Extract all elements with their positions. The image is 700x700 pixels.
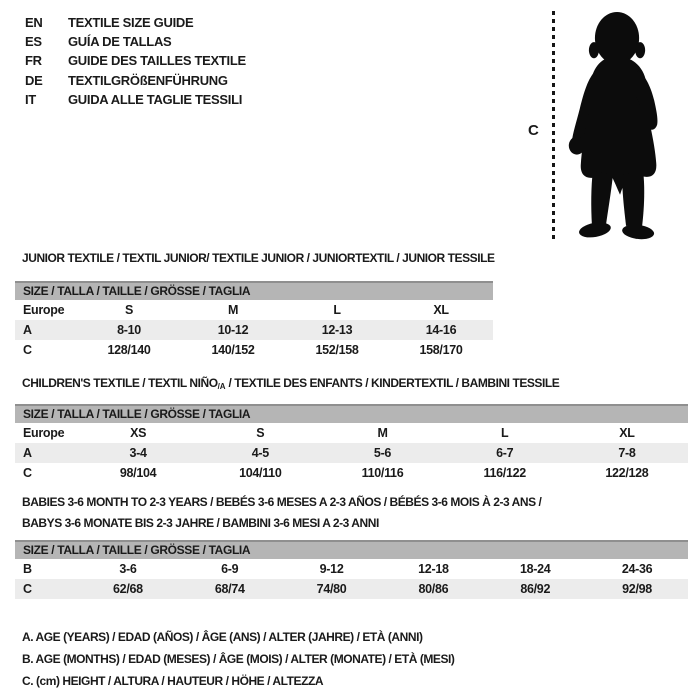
size-cell: M [377,426,388,440]
footnote-c: C. (cm) HEIGHT / ALTURA / HAUTEUR / HÖHE / ALTEZZA [22,674,324,688]
toddler-silhouette-icon [561,10,663,242]
row-label: C [23,466,32,480]
age-cell: 8-10 [117,323,141,337]
footnote-b: B. AGE (MONTHS) / EDAD (MESES) / ÂGE (MOIS) / ALTER (MONATE) / ETÀ (MESI) [22,652,455,666]
row-label: Europe [23,426,65,440]
height-cell: 62/68 [113,582,143,596]
height-cell: 128/140 [107,343,151,357]
table-row [15,320,493,340]
table-row [15,340,493,360]
size-header-label: SIZE / TALLA / TAILLE / GRÖSSE / TAGLIA [23,407,251,421]
table-title-junior: JUNIOR TEXTILE / TEXTIL JUNIOR/ TEXTILE JUNIOR / JUNIORTEXTIL / JUNIOR TESSILE [22,251,495,265]
height-cell: 140/152 [211,343,255,357]
height-cell: 86/92 [520,582,551,596]
size-header-label: SIZE / TALLA / TAILLE / GRÖSSE / TAGLIA [23,543,251,557]
age-cell: 12-18 [418,562,449,576]
language-row [25,71,246,90]
age-cell: 9-12 [319,562,344,576]
language-code: EN [25,15,43,30]
language-code: DE [25,72,43,88]
table-row [15,579,688,599]
table-title-children [22,376,559,391]
language-row [25,13,246,32]
size-cell: XS [130,426,147,440]
language-code: ES [25,34,42,50]
size-header-bar [15,540,688,559]
language-code: FR [25,53,42,69]
age-cell: 6-9 [221,562,239,576]
title-subscript: /A [217,382,226,391]
language-row [25,32,246,51]
language-row [25,51,246,70]
table-row [15,559,688,579]
title-text: / TEXTILE DES ENFANTS / KINDERTEXTIL / BAMBINI TESSILE [225,376,560,390]
row-label: Europe [23,303,65,317]
age-cell: 4-5 [251,446,269,460]
size-header-bar [15,404,688,423]
row-label: C [23,582,32,596]
size-cell: S [124,303,134,317]
table-row [15,300,493,320]
height-cell: 158/170 [419,343,463,357]
height-cell: 92/98 [622,582,652,596]
size-cell: XL [433,303,449,317]
age-cell: 24-36 [621,562,653,576]
height-cell: 104/110 [239,466,282,480]
row-label: C [23,343,32,357]
age-cell: 7-8 [618,446,636,460]
height-cell: 122/128 [605,466,649,480]
children-size-table [15,404,688,483]
age-cell: 14-16 [425,323,457,337]
size-cell: L [333,303,341,317]
table-row [15,463,688,483]
language-list [25,13,246,109]
height-cell: 68/74 [214,582,245,596]
language-label: TEXTILGRÖßENFÜHRUNG [68,72,228,88]
age-cell: 10-12 [217,323,249,337]
size-cell: S [256,426,265,440]
junior-size-table [15,281,493,360]
height-cell: 80/86 [418,582,449,596]
table-title-babies [22,492,541,533]
footnotes [22,626,454,692]
babies-size-table [15,540,688,599]
size-cell: XL [619,426,635,440]
age-cell: 6-7 [496,446,514,460]
age-cell: 3-6 [119,562,137,576]
age-cell: 12-13 [321,323,353,337]
language-row [25,90,246,109]
height-cell: 116/122 [483,466,526,480]
age-cell: 3-4 [129,446,147,460]
size-cell: L [501,426,509,440]
age-cell: 18-24 [519,562,551,576]
table-row [15,423,688,443]
height-dotted-line [552,11,555,243]
height-cell: 110/116 [361,466,404,480]
size-cell: M [227,303,239,317]
size-header-bar [15,281,493,300]
height-cell: 74/80 [316,582,347,596]
row-label: B [23,562,32,576]
height-measure-label: C [528,122,539,139]
age-cell: 5-6 [373,446,392,460]
row-label: A [23,446,32,460]
footnote-a: A. AGE (YEARS) / EDAD (AÑOS) / ÂGE (ANS) / ALTER (JAHRE) / ETÀ (ANNI) [22,630,423,644]
title-line: BABIES 3-6 MONTH TO 2-3 YEARS / BEBÉS 3-6 MESES A 2-3 AÑOS / BÉBÉS 3-6 MOIS À 2-3 ANS / [22,495,542,509]
size-header-label: SIZE / TALLA / TAILLE / GRÖSSE / TAGLIA [23,284,251,298]
language-label: GUIDE DES TAILLES TEXTILE [68,53,246,69]
height-cell: 152/158 [315,343,359,357]
height-cell: 98/104 [119,466,157,480]
title-line: BABYS 3-6 MONATE BIS 2-3 JAHRE / BAMBINI 3-6 MESI A 2-3 ANNI [22,515,379,530]
language-label: TEXTILE SIZE GUIDE [68,15,194,30]
row-label: A [23,323,32,337]
language-code: IT [25,91,36,107]
language-label: GUÍA DE TALLAS [68,34,172,50]
table-row [15,443,688,463]
language-label: GUIDA ALLE TAGLIE TESSILI [68,91,243,107]
title-text: CHILDREN'S TEXTILE / TEXTIL NIÑO [22,376,218,390]
